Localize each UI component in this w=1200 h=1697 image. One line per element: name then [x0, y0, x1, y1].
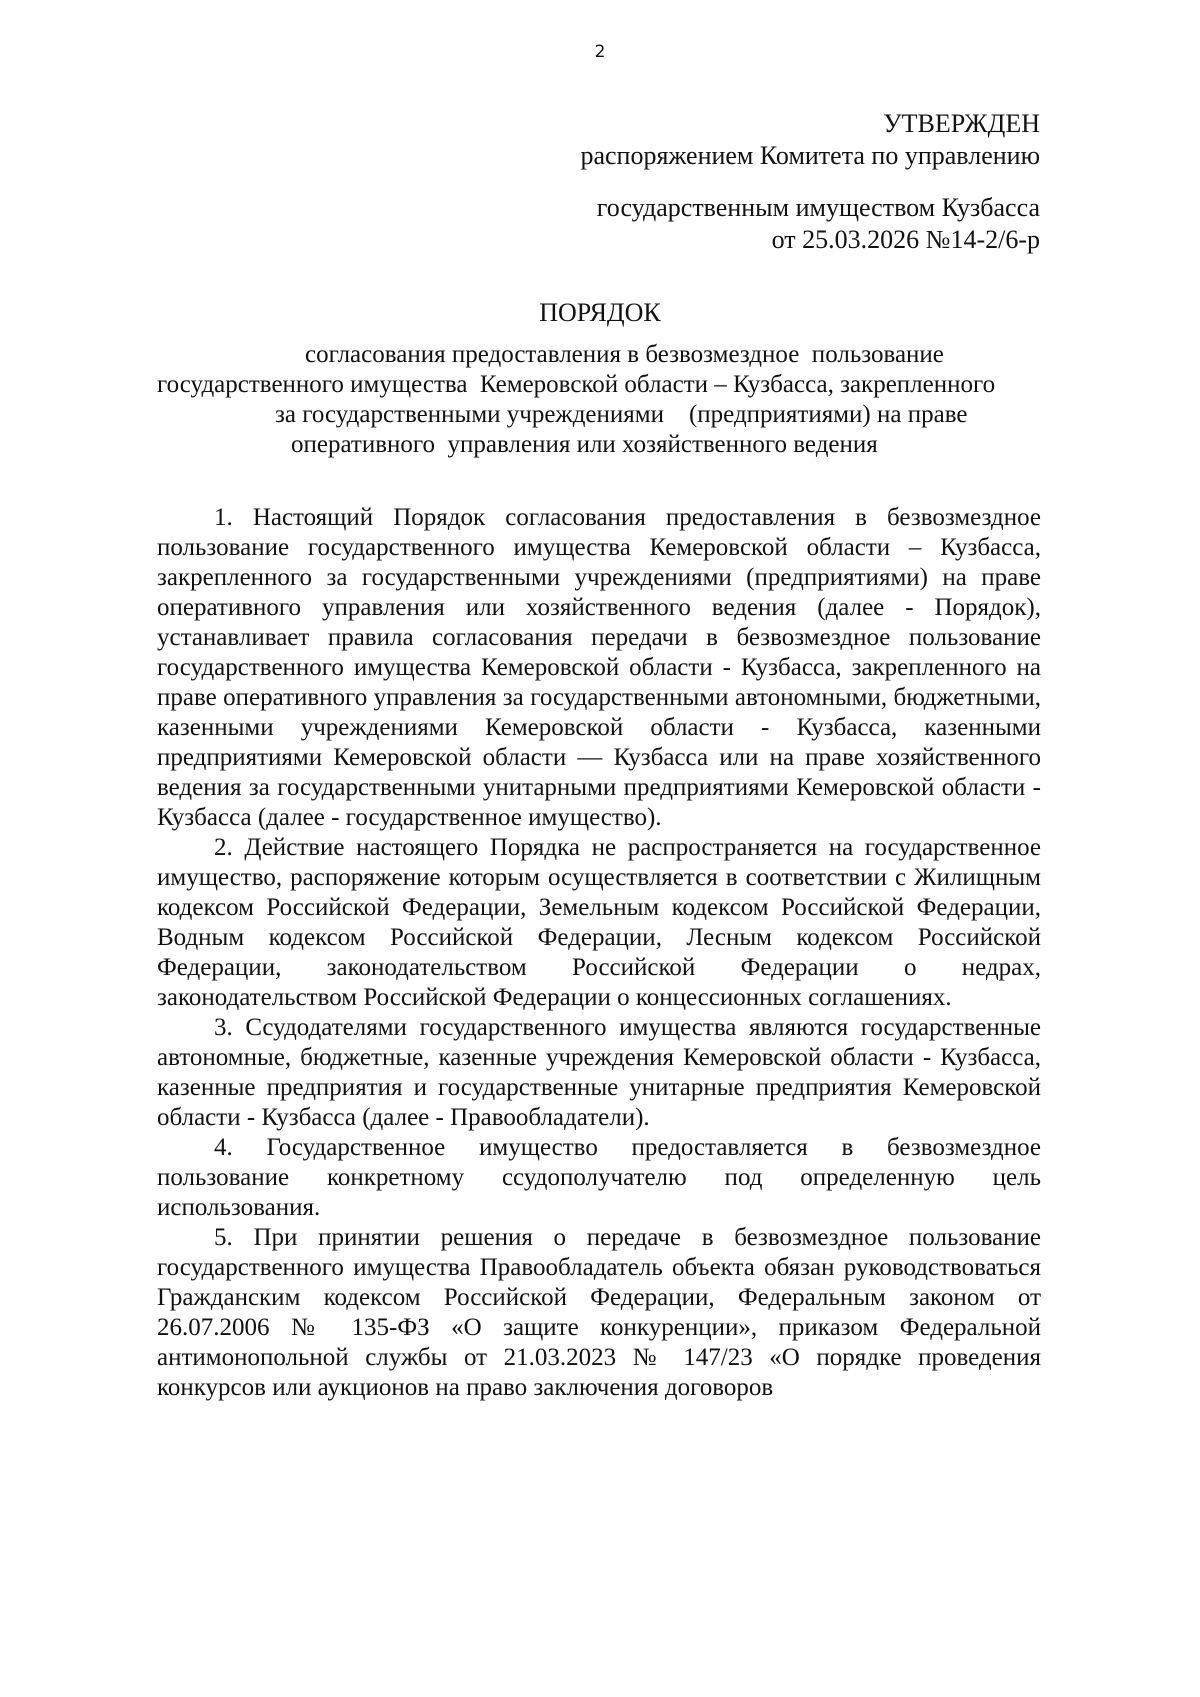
approval-issuer-continued: государственным имуществом Кузбасса: [596, 193, 1040, 222]
subtitle-line: государственного имущества Кемеровской области – Кузбасса, закрепленного: [157, 371, 996, 398]
document-body: [157, 503, 1041, 1403]
approval-date-number: от 25.03.2026 №14-2/6-р: [771, 225, 1040, 254]
document-title: ПОРЯДОК: [539, 298, 661, 327]
paragraph-2: 2. Действие настоящего Порядка не распространяется на государственное имущество, распоряжение которым осуществляется в соответствии с Жилищным кодексом Российской Федерации, Земельным кодексом Российской Федерации, Водным кодексом Российской Федерации, Лесным кодексом Российской Федерации, законодательством Российской Федерации о недрах, законодательством Российской Федерации о концессионных соглашениях.: [157, 834, 1041, 1011]
subtitle-line: согласования предоставления в безвозмездное пользование: [305, 341, 944, 368]
subtitle-line: за государственными учреждениями (предприятиями) на праве: [275, 401, 968, 428]
document-subtitle: [157, 340, 1047, 460]
page-number: 2: [594, 42, 606, 62]
paragraph-4: 4. Государственное имущество предоставляется в безвозмездное пользование конкретному ссудополучателю под определенную цель использования.: [157, 1134, 1041, 1221]
approval-issuer: распоряжением Комитета по управлению: [580, 141, 1040, 170]
approval-heading: УТВЕРЖДЕН: [883, 109, 1040, 138]
paragraph-1: 1. Настоящий Порядок согласования предоставления в безвозмездное пользование государственного имущества Кемеровской области – Кузбасса, закрепленного за государственными учреждениями (предприятиями) на праве оперативного управления или хозяйственного ведения (далее - Порядок), устанавливает правила согласования передачи в безвозмездное пользование государственного имущества Кемеровской области - Кузбасса, закрепленного на праве оперативного управления за государственными автономными, бюджетными, казенными учреждениями Кемеровской области - Кузбасса, казенными предприятиями Кемеровской области — Кузбасса или на праве хозяйственного ведения за государственными унитарными предприятиями Кемеровской области - Кузбасса (далее - государственное имущество).: [157, 504, 1041, 831]
approval-stamp-block: [580, 108, 1040, 256]
paragraph-3: 3. Ссудодателями государственного имущества являются государственные автономные, бюджетные, казенные учреждения Кемеровской области - Кузбасса, казенные предприятия и государственные унитарные предприятия Кемеровской области - Кузбасса (далее - Правообладатели).: [157, 1014, 1041, 1131]
subtitle-line: оперативного управления или хозяйственного ведения: [291, 431, 878, 458]
paragraph-5: 5. При принятии решения о передаче в безвозмездное пользование государственного имущества Правообладатель объекта обязан руководствоваться Гражданским кодексом Российской Федерации, Федеральным законом от 26.07.2006 № 135-ФЗ «О защите конкуренции», приказом Федеральной антимонопольной службы от 21.03.2023 № 147/23 «О порядке проведения конкурсов или аукционов на право заключения договоров: [157, 1224, 1041, 1401]
